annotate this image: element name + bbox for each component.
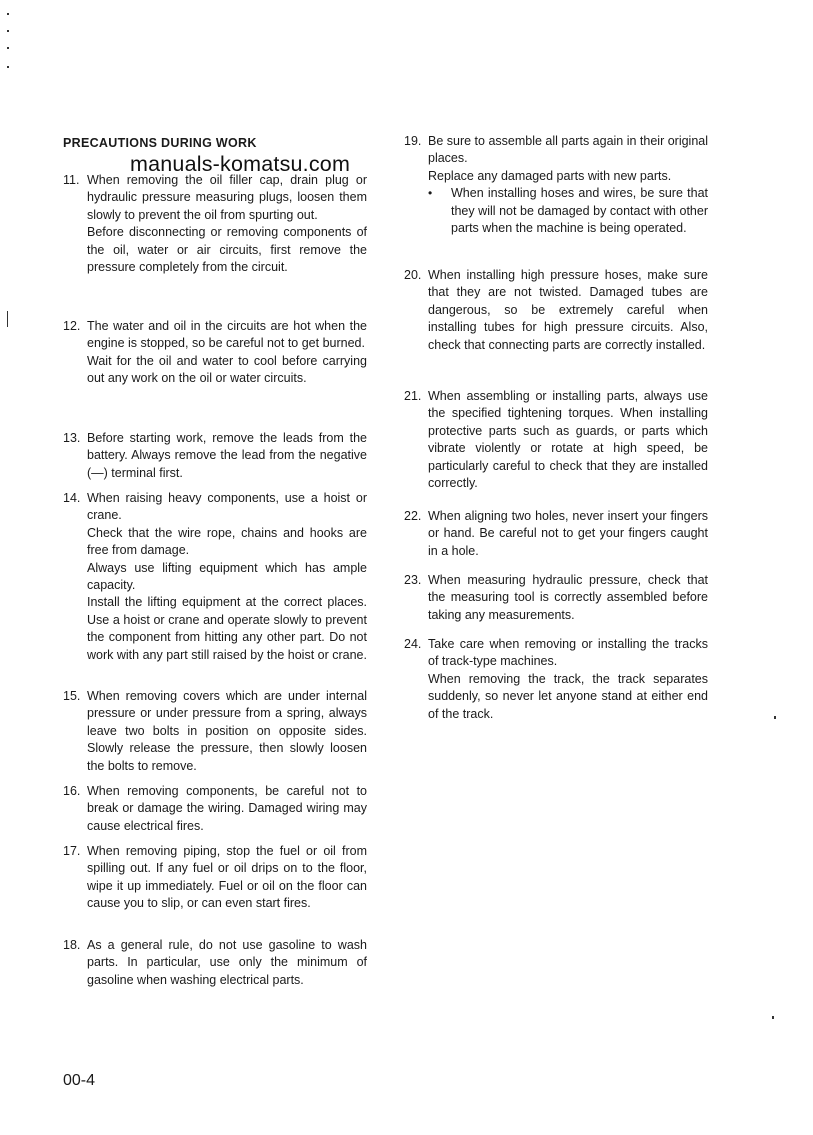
item-text: When removing covers which are under internal pressure or under pressure from a spring, always leave two bolts in position on opposite sides. Slowly release the pressure, then slowly loosen the bolts to remove. <box>87 689 367 773</box>
item-number: 19. <box>404 134 422 148</box>
margin-tick <box>7 66 9 68</box>
item-text: Replace any damaged parts with new parts. <box>428 168 672 183</box>
item-number: 20. <box>404 268 422 282</box>
item-text: When removing piping, stop the fuel or oil from spilling out. If any fuel or oil drips on to the floor, wipe it up immediately. Fuel or oil on the floor can cause you to slip, or can even start fires. <box>87 844 367 911</box>
item-text: When aligning two holes, never insert your fingers or hand. Be careful not to get your fingers caught in a hole. <box>428 509 708 558</box>
item-text: Before starting work, remove the leads from the battery. Always remove the lead from the negative (—) terminal first. <box>87 431 367 480</box>
item-text: Always use lifting equipment which has ample capacity. <box>87 560 367 593</box>
margin-line <box>7 311 8 327</box>
margin-tick <box>774 716 776 719</box>
item-text: Wait for the oil and water to cool before carrying out any work on the oil or water circuits. <box>87 353 367 386</box>
margin-tick <box>7 13 9 15</box>
page-number: 00-4 <box>63 1072 96 1089</box>
margin-tick <box>7 47 9 49</box>
item-text: When assembling or installing parts, always use the specified tightening torques. When installing protective parts such as guards, or parts which vibrate violently or rotate at high speed, be particularly careful to check that they are installed correctly. <box>428 389 708 491</box>
item-number: 13. <box>63 431 81 445</box>
item-text: When installing high pressure hoses, make sure that they are not twisted. Damaged tubes are dangerous, so be extremely careful when installing tubes for high pressure circuits. Also, check that connecting parts are correctly installed. <box>428 268 708 352</box>
item-text: When removing the oil filler cap, drain plug or hydraulic pressure measuring plugs, loosen them slowly to prevent the oil from spurting out. <box>87 173 367 222</box>
item-number: 24. <box>404 637 422 651</box>
item-text: Take care when removing or installing the tracks of track-type machines. <box>428 637 708 669</box>
item-number: 14. <box>63 491 81 505</box>
item-number: 17. <box>63 844 81 858</box>
section-heading: PRECAUTIONS DURING WORK <box>63 136 257 150</box>
item-number: 22. <box>404 509 422 523</box>
item-text: Install the lifting equipment at the correct places. Use a hoist or crane and operate slowly to prevent the component from hitting any other part. Do not work with any part still raised by the hoist or crane. <box>87 595 367 662</box>
item-text: Check that the wire rope, chains and hooks are free from damage. <box>87 525 367 558</box>
item-text: Be sure to assemble all parts again in their original places. <box>428 134 709 166</box>
bullet-text: When installing hoses and wires, be sure that they will not be damaged by contact with other parts when the machine is being operated. <box>451 186 708 236</box>
item-text: The water and oil in the circuits are hot when the engine is stopped, so be careful not to get burned. <box>87 319 367 351</box>
item-text: When removing components, be careful not to break or damage the wiring. Damaged wiring may cause electrical fires. <box>87 784 367 833</box>
item-text: When removing the track, the track separates suddenly, so never let anyone stand at either end of the track. <box>428 671 708 721</box>
item-text: Before disconnecting or removing components of the oil, water or air circuits, first remove the pressure completely from the circuit. <box>87 225 367 275</box>
item-number: 11. <box>63 173 80 187</box>
item-text: When raising heavy components, use a hoist or crane. <box>87 491 367 523</box>
bullet-icon: • <box>428 186 433 201</box>
item-text: As a general rule, do not use gasoline to wash parts. In particular, use only the minimum of gasoline when washing electrical parts. <box>87 938 367 987</box>
bullet-item <box>428 185 708 237</box>
item-number: 23. <box>404 573 422 587</box>
item-number: 18. <box>63 938 81 952</box>
item-number: 21. <box>404 389 422 403</box>
margin-tick <box>7 30 9 32</box>
item-number: 12. <box>63 319 81 333</box>
item-number: 15. <box>63 689 81 703</box>
watermark: manuals-komatsu.com <box>130 152 351 176</box>
item-number: 16. <box>63 784 81 798</box>
margin-tick <box>772 1016 774 1019</box>
item-text: When measuring hydraulic pressure, check that the measuring tool is correctly assembled before taking any measurements. <box>428 573 708 622</box>
